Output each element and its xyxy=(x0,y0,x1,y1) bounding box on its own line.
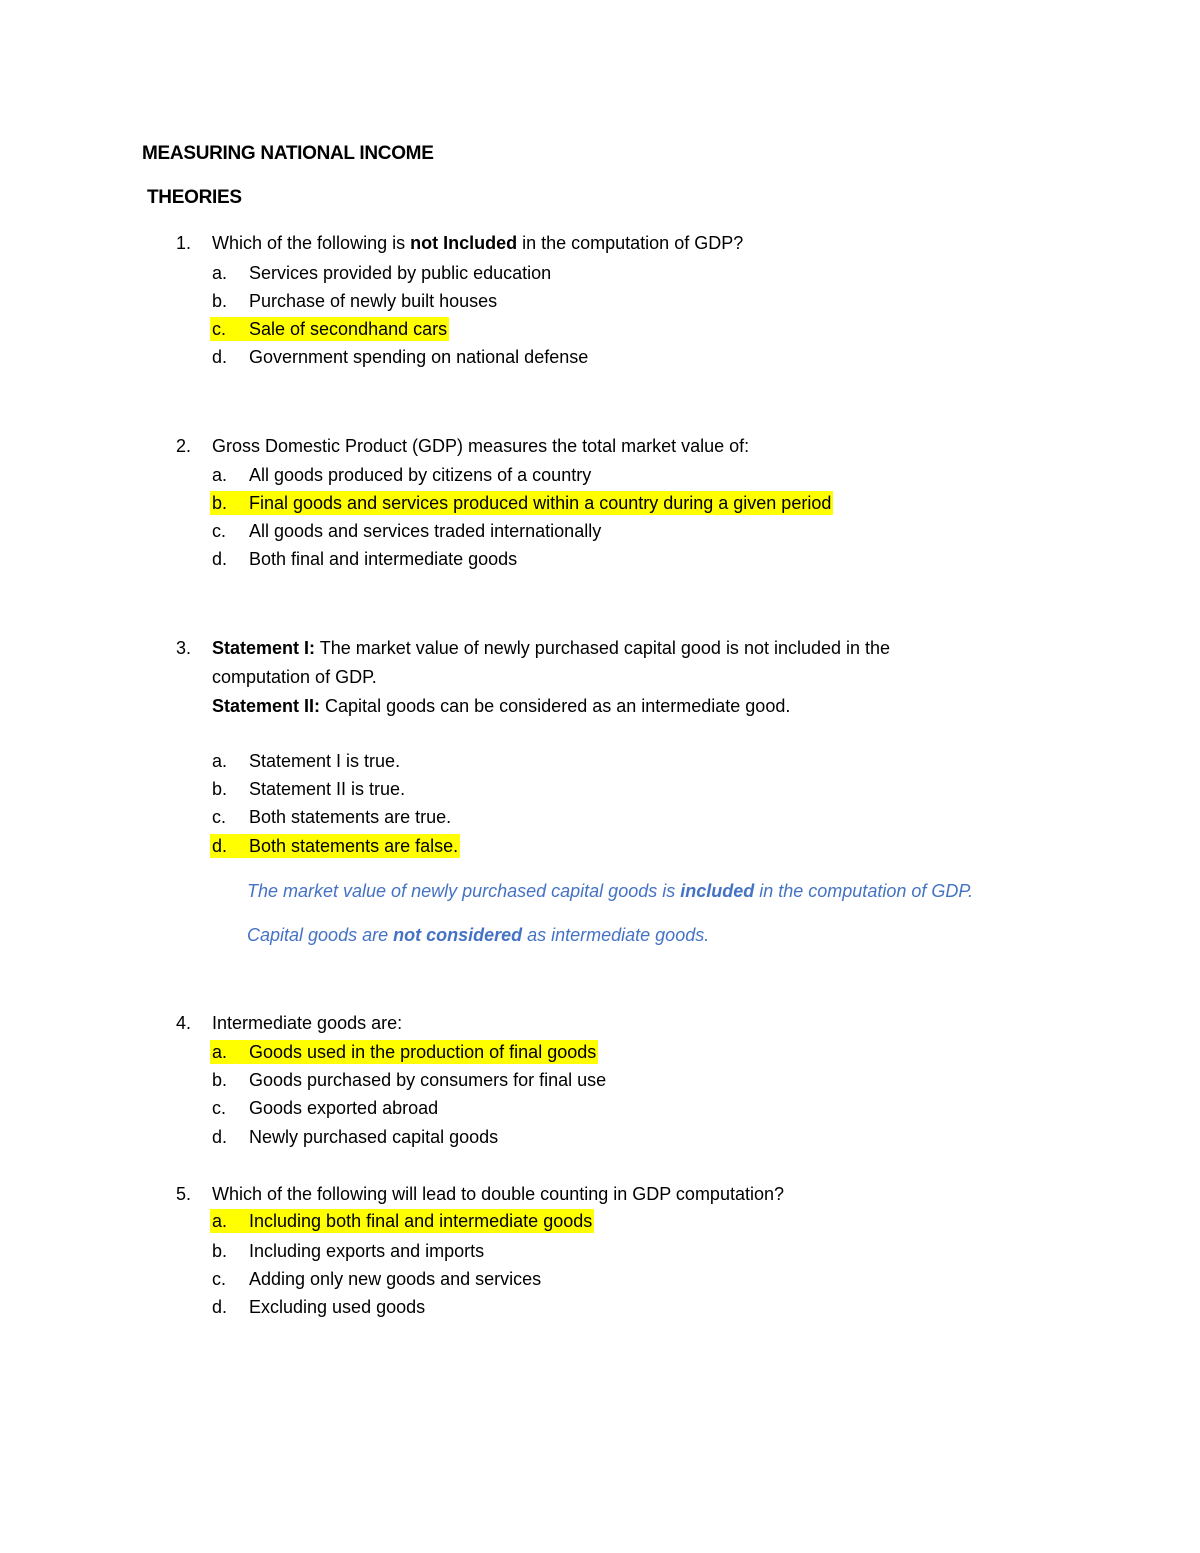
option-letter: a. xyxy=(212,1211,228,1231)
option-5b xyxy=(210,1239,486,1263)
option-3b xyxy=(210,777,407,801)
option-text: Services provided by public education xyxy=(249,263,552,283)
option-text: Both statements are true. xyxy=(249,807,452,827)
option-letter: b. xyxy=(212,291,228,311)
option-1a xyxy=(210,261,553,285)
option-letter: d. xyxy=(212,1127,228,1147)
note-emphasis: not considered xyxy=(393,925,523,945)
question-text: Which of the following will lead to double counting in GDP computation? xyxy=(212,1184,785,1204)
option-4b xyxy=(210,1068,608,1092)
question-number: 2. xyxy=(176,436,192,456)
statement-text: The market value of newly purchased capital good is not included in the xyxy=(315,638,891,658)
statement-1 xyxy=(212,634,890,662)
statement-text: Capital goods can be considered as an intermediate good. xyxy=(320,696,791,716)
question-number: 4. xyxy=(176,1013,192,1033)
option-4d xyxy=(210,1125,500,1149)
option-text: Sale of secondhand cars xyxy=(249,319,448,339)
option-letter: c. xyxy=(212,521,227,541)
option-2c xyxy=(210,519,603,543)
option-letter: c. xyxy=(212,1269,227,1289)
question-text xyxy=(212,229,743,257)
option-letter: b. xyxy=(212,1241,228,1261)
option-3c xyxy=(210,805,453,829)
option-letter: a. xyxy=(212,1042,228,1062)
option-letter: c. xyxy=(212,1098,227,1118)
explanation-note-1 xyxy=(247,877,973,905)
option-3a xyxy=(210,749,402,773)
option-text: All goods produced by citizens of a country xyxy=(249,465,592,485)
option-text: Excluding used goods xyxy=(249,1297,426,1317)
option-text: Adding only new goods and services xyxy=(249,1269,542,1289)
option-1d xyxy=(210,345,590,369)
option-5c xyxy=(210,1267,543,1291)
option-letter: d. xyxy=(212,1297,228,1317)
option-2b-answer xyxy=(210,491,833,515)
statement-label: Statement I: xyxy=(212,638,316,658)
option-text: Government spending on national defense xyxy=(249,347,589,367)
option-letter: b. xyxy=(212,1070,228,1090)
option-5a-answer xyxy=(210,1209,594,1233)
option-text: Including exports and imports xyxy=(249,1241,485,1261)
option-letter: d. xyxy=(212,836,228,856)
statement-2-text xyxy=(212,692,790,720)
note-text: Capital goods are xyxy=(247,925,394,945)
option-letter: d. xyxy=(212,549,228,569)
question-text-part: Which of the following is xyxy=(212,233,411,253)
question-text-emphasis: not Included xyxy=(410,233,518,253)
option-letter: a. xyxy=(212,751,228,771)
option-text: Goods purchased by consumers for final use xyxy=(249,1070,607,1090)
question-text: Gross Domestic Product (GDP) measures the total market value of: xyxy=(212,436,750,456)
note-text: as intermediate goods. xyxy=(522,925,710,945)
note-emphasis: included xyxy=(680,881,755,901)
note-text: The market value of newly purchased capital goods is xyxy=(247,881,681,901)
option-text: Statement II is true. xyxy=(249,779,406,799)
question-number: 1. xyxy=(176,233,192,253)
option-5d xyxy=(210,1295,427,1319)
option-text: Both statements are false. xyxy=(249,836,459,856)
option-letter: d. xyxy=(212,347,228,367)
option-text: Statement I is true. xyxy=(249,751,401,771)
statement-text: computation of GDP. xyxy=(212,667,377,687)
question-number: 3. xyxy=(176,638,192,658)
option-letter: a. xyxy=(212,263,228,283)
option-text: Goods exported abroad xyxy=(249,1098,439,1118)
option-2a xyxy=(210,463,593,487)
option-letter: c. xyxy=(212,807,227,827)
option-3d-answer xyxy=(210,834,460,858)
statement-label: Statement II: xyxy=(212,696,321,716)
option-4c xyxy=(210,1096,440,1120)
option-letter: a. xyxy=(212,465,228,485)
option-1c-answer xyxy=(210,317,449,341)
explanation-note-2 xyxy=(247,921,709,949)
option-text: Both final and intermediate goods xyxy=(249,549,518,569)
option-4a-answer xyxy=(210,1040,598,1064)
question-text: Intermediate goods are: xyxy=(212,1013,403,1033)
section-heading: THEORIES xyxy=(147,187,242,208)
option-text: Goods used in the production of final goods xyxy=(249,1042,597,1062)
option-text: All goods and services traded internationally xyxy=(249,521,602,541)
option-text: Newly purchased capital goods xyxy=(249,1127,499,1147)
option-text: Including both final and intermediate goods xyxy=(249,1211,593,1231)
option-text: Purchase of newly built houses xyxy=(249,291,498,311)
option-text: Final goods and services produced within a country during a given period xyxy=(249,493,832,513)
option-1b xyxy=(210,289,499,313)
option-2d xyxy=(210,547,519,571)
note-text: in the computation of GDP. xyxy=(754,881,974,901)
document-title: MEASURING NATIONAL INCOME xyxy=(142,143,434,164)
question-number: 5. xyxy=(176,1184,192,1204)
option-letter: c. xyxy=(212,319,227,339)
option-letter: b. xyxy=(212,779,228,799)
option-letter: b. xyxy=(212,493,228,513)
question-text-part: in the computation of GDP? xyxy=(517,233,744,253)
